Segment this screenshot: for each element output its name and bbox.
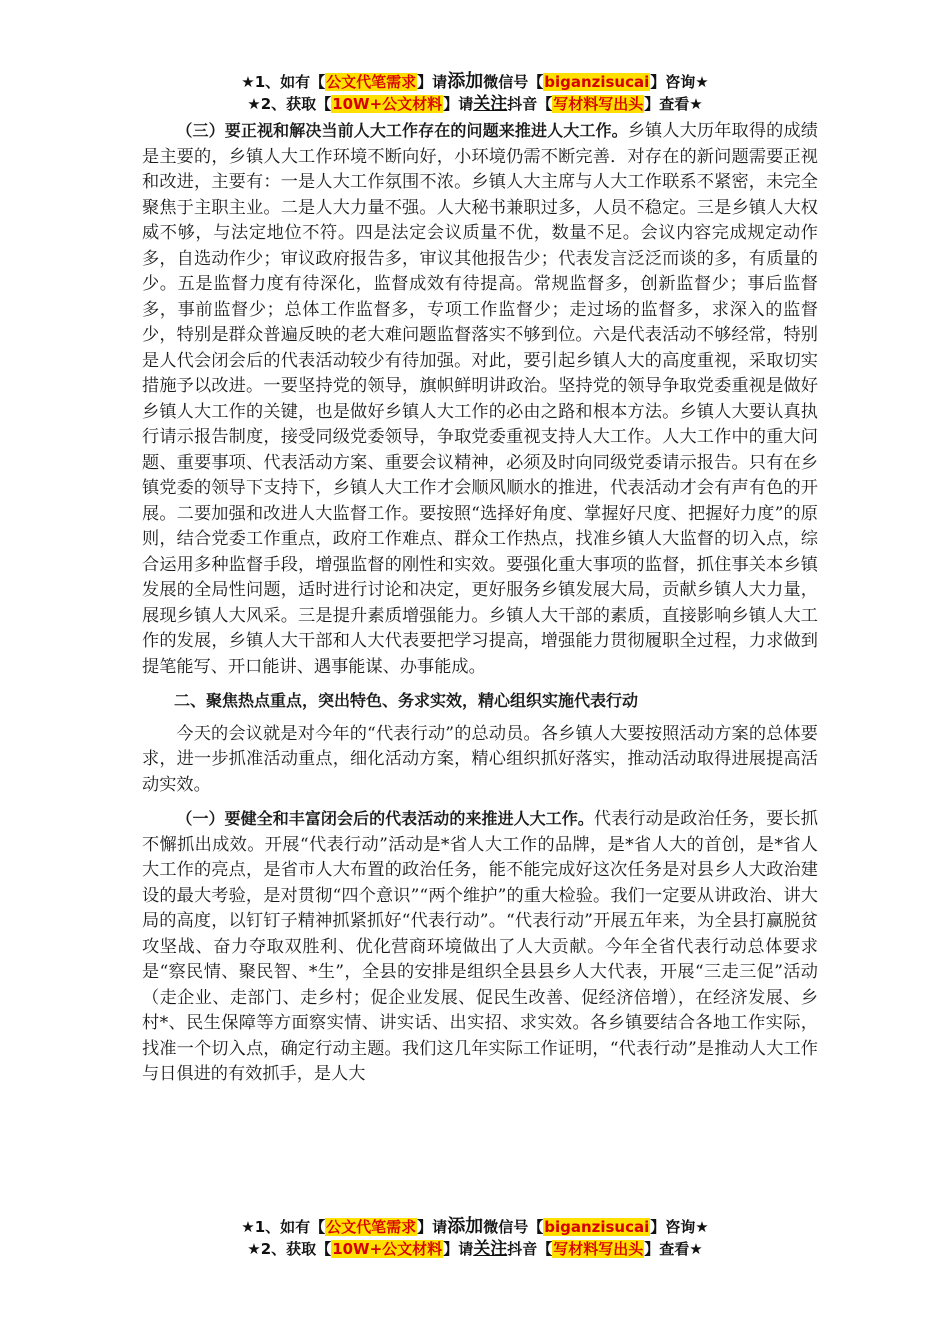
paragraph-section-1	[142, 806, 818, 1088]
banner-emphasis: 关注	[473, 94, 508, 114]
highlight-douyin: 写材料写出头	[553, 95, 644, 113]
banner-emphasis: 添加	[447, 71, 484, 92]
banner-text: ★1、如有【	[241, 73, 326, 91]
footer-banner	[0, 1216, 950, 1260]
highlight-ghostwriting: 公文代笔需求	[326, 1218, 417, 1236]
banner-emphasis: 关注	[473, 1239, 508, 1259]
highlight-douyin: 写材料写出头	[553, 1240, 644, 1258]
section-title: （一）要健全和丰富闭会后的代表活动的来推进人大工作。	[176, 809, 594, 828]
banner-text: 】咨询★	[650, 1218, 709, 1236]
banner-text: ★2、获取【	[247, 95, 332, 113]
banner-line-1	[0, 1216, 950, 1238]
banner-text: 】查看★	[644, 1240, 703, 1258]
banner-text: 】请	[417, 1218, 448, 1236]
banner-text: 微信号【	[483, 1218, 544, 1236]
document-body	[142, 118, 818, 1088]
banner-emphasis: 添加	[447, 1216, 484, 1237]
banner-text: 抖音【	[507, 1240, 553, 1258]
header-banner	[0, 71, 950, 115]
paragraph-text: 乡镇人大历年取得的成绩是主要的，乡镇人大工作环境不断向好，小环境仍需不断完善．对存在的新问题需要正视和改进，主要有：一是人大工作氛围不浓。乡镇人大主席与人大工作联系不紧密，未完全聚焦于主职主业。二是人大力量不强。人大秘书兼职过多，人员不稳定。三是乡镇人大权威不够，与法定地位不符。四是法定会议质量不优，数量不足。会议内容完成规定动作多，自选动作少；审议政府报告多，审议其他报告少；代表发言泛泛而谈的多，有质量的少。五是监督力度有待深化，监督成效有待提高。常规监督多，创新监督少；事后监督多，事前监督少；总体工作监督多，专项工作监督少；走过场的监督多，求深入的监督少，特别是群众普遍反映的老大难问题监督落实不够到位。六是代表活动不够经常，特别是人代会闭会后的代表活动较少有待加强。对此，要引起乡镇人大的高度重视，采取切实措施予以改进。一要坚持党的领导，旗帜鲜明讲政治。坚持党的领导争取党委重视是做好乡镇人大工作的关键，也是做好乡镇人大工作的必由之路和根本方法。乡镇人大要认真执行请示报告制度，接受同级党委领导，争取党委重视支持人大工作。人大工作中的重大问题、重要事项、代表活动方案、重要会议精神，必须及时向同级党委请示报告。只有在乡镇党委的领导下支持下，乡镇人大工作才会顺风顺水的推进，代表活动才会有声有色的开展。二要加强和改进人大监督工作。要按照“选择好角度、掌握好尺度、把握好力度”的原则，结合党委工作重点，政府工作难点、群众工作热点，找准乡镇人大监督的切入点，综合运用多种监督手段，增强监督的刚性和实效。要强化重大事项的监督，抓住事关本乡镇发展的全局性问题，适时进行讨论和决定，更好服务乡镇发展大局，贡献乡镇人大力量，展现乡镇人大风采。三是提升素质增强能力。乡镇人大干部的素质，直接影响乡镇人大工作的发展，乡镇人大干部和人大代表要把学习提高，增强能力贯彻履职全过程，力求做到提笔能写、开口能讲、遇事能谋、办事能成。	[142, 121, 818, 677]
banner-text: 】咨询★	[650, 73, 709, 91]
part-heading: 二、聚焦热点重点，突出特色、务求实效，精心组织实施代表行动	[174, 691, 639, 710]
paragraph-section-3	[142, 118, 818, 680]
banner-text: 】请	[443, 95, 474, 113]
paragraph-text: 代表行动是政治任务，要长抓不懈抓出成效。开展“代表行动”活动是*省人大工作的品牌，是*省人大的首创，是*省人大工作的亮点，是省市人大布置的政治任务，能不能完成好这次任务是对县乡人大政治建设的最大考验，是对贯彻“四个意识”“两个维护”的重大检验。我们一定要从讲政治、讲大局的高度，以钉钉子精神抓紧抓好“代表行动”。“代表行动”开展五年来，为全县打赢脱贫攻坚战、奋力夺取双胜利、优化营商环境做出了人大贡献。今年全省代表行动总体要求是“察民情、聚民智、*生”，全县的安排是组织全县县乡人大代表，开展“三走三促”活动（走企业、走部门、走乡村；促企业发展、促民生改善、促经济倍增），在经济发展、乡村*、民生保障等方面察实情、讲实话、出实招、求实效。各乡镇要结合各地工作实际，找准一个切入点，确定行动主题。我们这几年实际工作证明，“代表行动”是推动人大工作与日俱进的有效抓手，是人大	[142, 809, 818, 1084]
banner-line-2	[0, 93, 950, 115]
highlight-wechat-id: biganzisucai	[544, 1218, 650, 1236]
banner-line-1	[0, 71, 950, 93]
banner-text: ★1、如有【	[241, 1218, 326, 1236]
paragraph-intro: 今天的会议就是对今年的“代表行动”的总动员。各乡镇人大要按照活动方案的总体要求，进一步抓准活动重点，细化活动方案，精心组织抓好落实，推动活动取得进展提高活动实效。	[142, 723, 818, 795]
banner-text: 】查看★	[644, 95, 703, 113]
highlight-materials: 10W+公文材料	[332, 95, 443, 113]
section-title: （三）要正视和解决当前人大工作存在的问题来推进人大工作。	[176, 121, 628, 140]
banner-text: 抖音【	[507, 95, 553, 113]
highlight-ghostwriting: 公文代笔需求	[326, 73, 417, 91]
banner-line-2	[0, 1238, 950, 1260]
banner-text: 】请	[417, 73, 448, 91]
banner-text: ★2、获取【	[247, 1240, 332, 1258]
highlight-wechat-id: biganzisucai	[544, 73, 650, 91]
highlight-materials: 10W+公文材料	[332, 1240, 443, 1258]
banner-text: 】请	[443, 1240, 474, 1258]
banner-text: 微信号【	[483, 73, 544, 91]
